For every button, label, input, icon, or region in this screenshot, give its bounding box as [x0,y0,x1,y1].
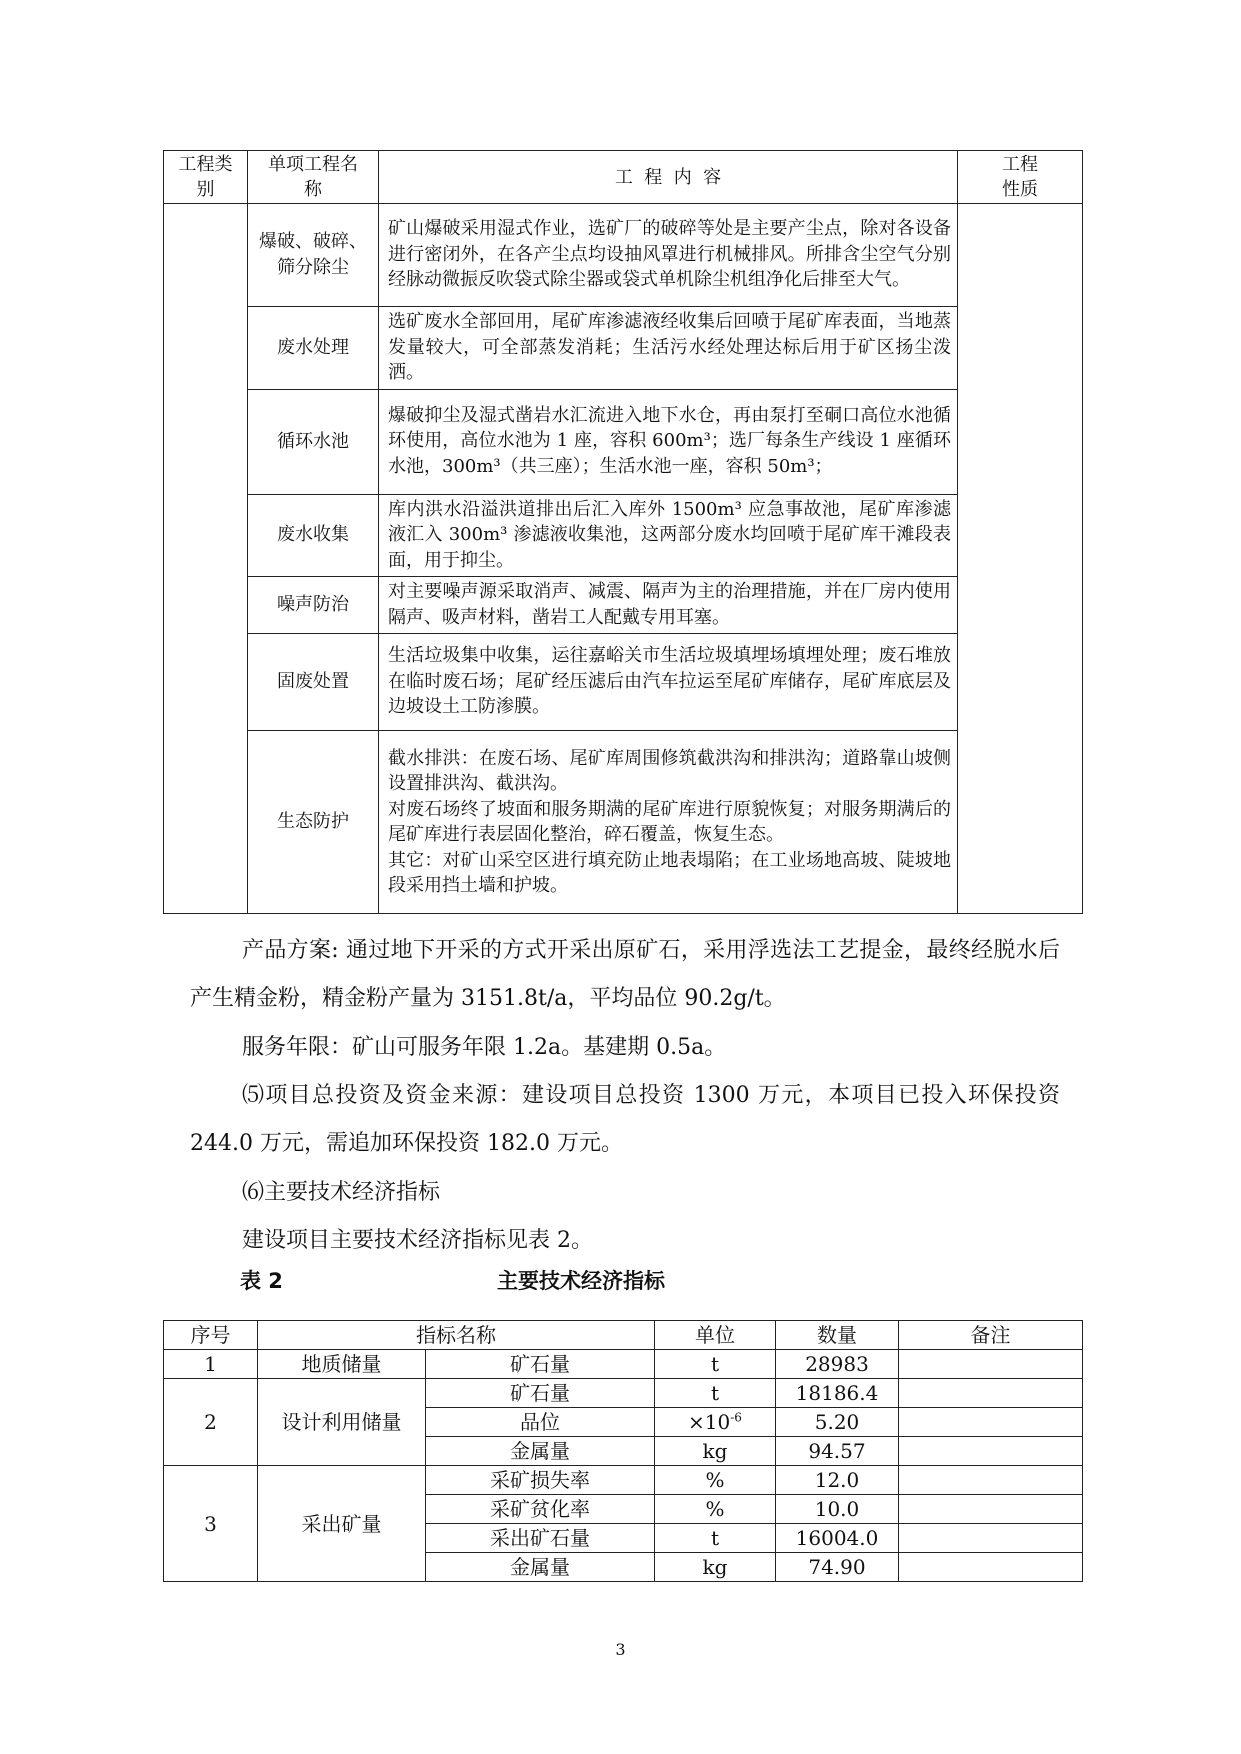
table2-title: 主要技术经济指标 [497,1269,665,1293]
quantity-cell: 74.90 [776,1553,899,1582]
investment-paragraph: ⑸项目总投资及资金来源：建设项目总投资 1300 万元，本项目已投入环保投资 244.0 万元，需追加环保投资 182.0 万元。 [190,1083,1060,1156]
remark-cell [899,1495,1083,1524]
quantity-cell: 5.20 [776,1408,899,1437]
row-number: 2 [164,1379,258,1466]
unit-cell: t [655,1350,776,1379]
unit-cell: t [655,1524,776,1553]
indicator-sub: 金属量 [426,1437,655,1466]
table-row [164,204,1083,307]
unit-cell: % [655,1495,776,1524]
table-header-row [164,1321,1083,1350]
unit-exponent: -6 [730,1410,742,1425]
header-quantity: 数量 [776,1321,899,1350]
indicator-sub: 矿石量 [426,1350,655,1379]
table-row [164,1379,1083,1408]
item-content: 选矿废水全部回用，尾矿库渗滤液经收集后回喷于尾矿库表面，当地蒸发量较大，可全部蒸发消耗；生活污水经处理达标后用于矿区扬尘泼洒。 [379,307,958,390]
service-life-paragraph: 服务年限：矿山可服务年限 1.2a。基建期 0.5a。 [242,1035,727,1060]
header-item-name: 单项工程名称 [248,151,379,204]
engineering-content-table [163,150,1083,914]
item-name: 噪声防治 [248,577,379,634]
page-number: 3 [615,1640,626,1659]
unit-base: ×10 [688,1410,731,1434]
quantity-cell: 94.57 [776,1437,899,1466]
indicator-sub: 采出矿石量 [426,1524,655,1553]
remark-cell [899,1437,1083,1466]
item-content: 爆破抑尘及湿式凿岩水汇流进入地下水仓，再由泵打至硐口高位水池循环使用，高位水池为 1 座，容积 600m³；选厂每条生产线设 1 座循环水池，300m³（共三座）；生活水池一座，容积 50m³； [379,389,958,494]
indicator-sub: 采矿贫化率 [426,1495,655,1524]
technical-economic-table [163,1320,1083,1582]
quantity-cell: 16004.0 [776,1524,899,1553]
table2-label: 表 2 [240,1269,283,1293]
item-content: 库内洪水沿溢洪道排出后汇入库外 1500m³ 应急事故池，尾矿库渗滤液汇入 300m³ 渗滤液收集池，这两部分废水均回喷于尾矿库干滩段表面，用于抑尘。 [379,494,958,577]
quantity-cell: 18186.4 [776,1379,899,1408]
header-remark: 备注 [899,1321,1083,1350]
unit-cell: kg [655,1553,776,1582]
remark-cell [899,1408,1083,1437]
header-category: 工程类别 [164,151,248,204]
quantity-cell: 28983 [776,1350,899,1379]
item-content [379,731,958,914]
indicator-group: 采出矿量 [258,1466,426,1582]
indicators-heading: ⑹主要技术经济指标 [242,1180,441,1205]
row-number: 1 [164,1350,258,1379]
content-line: 对废石场终了坡面和服务期满的尾矿库进行原貌恢复；对服务期满后的尾矿库进行表层固化整治，碎石覆盖，恢复生态。 [388,798,951,845]
header-unit: 单位 [655,1321,776,1350]
unit-cell: t [655,1379,776,1408]
table-reference-paragraph: 建设项目主要技术经济指标见表 2。 [242,1228,593,1253]
category-cell [164,204,248,914]
nature-cell [958,204,1083,914]
item-content: 矿山爆破采用湿式作业，选矿厂的破碎等处是主要产尘点，除对各设备进行密闭外，在各产尘点均设抽风罩进行机械排风。所排含尘空气分别经脉动微振反吹袋式除尘器或袋式单机除尘机组净化后排至大气。 [379,204,958,307]
header-nature: 工程性质 [958,151,1083,204]
item-name: 循环水池 [248,389,379,494]
item-name: 废水处理 [248,307,379,390]
remark-cell [899,1350,1083,1379]
table-row [164,307,1083,390]
header-indicator-name: 指标名称 [258,1321,655,1350]
unit-cell [655,1408,776,1437]
table-row [164,731,1083,914]
product-plan-paragraph: 产品方案: 通过地下开采的方式开采出原矿石，采用浮选法工艺提金，最终经脱水后产生精金粉，精金粉产量为 3151.8t/a，平均品位 90.2g/t。 [190,938,1060,1011]
item-name: 生态防护 [248,731,379,914]
table-row [164,494,1083,577]
content-line: 截水排洪：在废石场、尾矿库周围修筑截洪沟和排洪沟；道路靠山坡侧设置排洪沟、截洪沟。 [388,747,951,794]
item-name: 固废处置 [248,634,379,731]
row-number: 3 [164,1466,258,1582]
item-content: 对主要噪声源采取消声、减震、隔声为主的治理措施，并在厂房内使用隔声、吸声材料，凿岩工人配戴专用耳塞。 [379,577,958,634]
indicator-group: 设计利用储量 [258,1379,426,1466]
table-row [164,1350,1083,1379]
item-content: 生活垃圾集中收集，运往嘉峪关市生活垃圾填埋场填埋处理；废石堆放在临时废石场；尾矿经压滤后由汽车拉运至尾矿库储存，尾矿库底层及边坡设土工防渗膜。 [379,634,958,731]
indicator-group: 地质储量 [258,1350,426,1379]
remark-cell [899,1524,1083,1553]
table-row [164,389,1083,494]
unit-cell: kg [655,1437,776,1466]
indicator-sub: 品位 [426,1408,655,1437]
remark-cell [899,1553,1083,1582]
unit-cell: % [655,1466,776,1495]
header-content: 工 程 内 容 [379,151,958,204]
content-line: 其它：对矿山采空区进行填充防止地表塌陷；在工业场地高坡、陡坡地段采用挡土墙和护坡。 [388,849,951,896]
remark-cell [899,1379,1083,1408]
table-header-row [164,151,1083,204]
table-row [164,634,1083,731]
header-no: 序号 [164,1321,258,1350]
remark-cell [899,1466,1083,1495]
indicator-sub: 采矿损失率 [426,1466,655,1495]
quantity-cell: 10.0 [776,1495,899,1524]
table-row [164,1466,1083,1495]
item-name: 废水收集 [248,494,379,577]
item-name: 爆破、破碎、筛分除尘 [248,204,379,307]
quantity-cell: 12.0 [776,1466,899,1495]
table-row [164,577,1083,634]
indicator-sub: 金属量 [426,1553,655,1582]
indicator-sub: 矿石量 [426,1379,655,1408]
